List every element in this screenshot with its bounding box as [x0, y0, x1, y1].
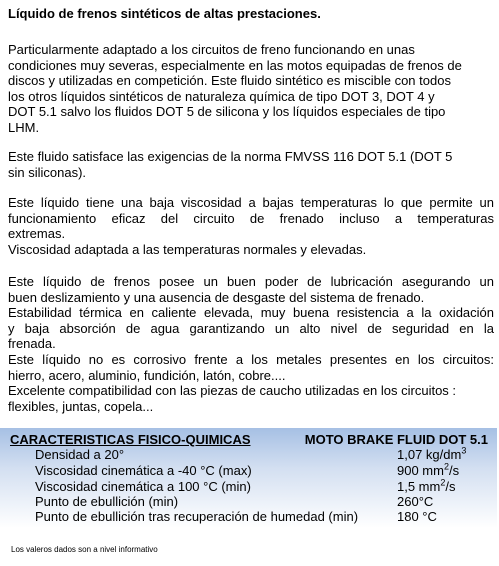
text-line: los otros líquidos sintéticos de naturaleza química de tipo DOT 3, DOT 4 y [8, 88, 435, 104]
specs-header-product: MOTO BRAKE FLUID DOT 5.1 [304, 432, 488, 447]
spec-row-viscosity-high [35, 479, 495, 495]
spec-value: 1,5 $mm^2/s$ [397, 477, 456, 494]
standard-paragraph [8, 149, 494, 180]
spec-value: 180 °C [397, 509, 437, 524]
spec-row-viscosity-low [35, 463, 495, 479]
text-line: Estabilidad térmica en caliente elevada, muy buena resistencia a la oxidación [8, 305, 494, 321]
spec-label: Viscosidad cinemática a -40 °C (max) [35, 463, 252, 478]
text-line: condiciones muy severas, especialmente en las motos equipadas de frenos de [8, 57, 462, 73]
spec-label: Punto de ebullición (min) [35, 494, 179, 509]
page-title: Líquido de frenos sintéticos de altas prestaciones. [8, 6, 321, 21]
text-line: buen deslizamiento y una ausencia de desgaste del sistema de frenado. [8, 289, 425, 305]
text-line: Este líquido tiene una baja viscosidad a bajas temperaturas lo que permite un [8, 195, 494, 210]
text-line: Este líquido de frenos posee un buen poder de lubricación asegurando un [8, 274, 494, 289]
spec-row-wet-boiling-point [35, 509, 495, 525]
spec-row-density [35, 447, 495, 463]
text-line: extremas. [8, 226, 66, 242]
spec-value: 1,07 $kg/dm^3$ [397, 445, 467, 462]
text-line: Este fluido satisface las exigencias de la norma FMVSS 116 DOT 5.1 (DOT 5 [8, 149, 453, 164]
text-line: y baja absorción de agua garantizando un alto nivel de seguridad en la [8, 320, 494, 336]
description-paragraph [8, 42, 494, 136]
properties-paragraph [8, 274, 494, 414]
text-line: DOT 5.1 salvo los fluidos DOT 5 de silicona y los líquidos especiales de tipo [8, 104, 446, 120]
text-line: Este líquido no es corrosivo frente a los metales presentes en los circuitos: [8, 351, 494, 367]
specs-header [10, 432, 488, 447]
spec-value: 900 $mm^2/s$ [397, 461, 460, 478]
text-line: hierro, acero, aluminio, fundición, latón, cobre.... [8, 367, 286, 383]
footnote: Los valeros dados son a nivel informativo [11, 545, 158, 554]
text-line: Excelente compatibilidad con las piezas de caucho utilizadas en los circuitos : [8, 383, 457, 399]
spec-label: Punto de ebullición tras recuperación de humedad (min) [35, 509, 359, 524]
text-line: discos y utilizadas en competición. Este fluido sintético es miscible con todos [8, 73, 451, 89]
spec-label: Densidad a 20° [35, 447, 125, 462]
text-line: Particularmente adaptado a los circuitos de freno funcionando en unas [8, 42, 415, 57]
specs-header-title: CARACTERISTICAS FISICO-QUIMICAS [10, 432, 251, 447]
spec-value: 260°C [397, 494, 434, 509]
text-line: funcionamiento eficaz del circuito de frenado incluso a temperaturas [8, 210, 494, 226]
text-line: flexibles, juntas, copela... [8, 398, 154, 414]
spec-row-boiling-point [35, 494, 495, 510]
spec-label: Viscosidad cinemática a 100 °C (min) [35, 479, 251, 494]
text-line: sin siliconas). [8, 164, 87, 180]
specs-table [0, 428, 497, 528]
text-line: Viscosidad adaptada a las temperaturas normales y elevadas. [8, 241, 367, 257]
text-line: LHM. [8, 119, 40, 135]
viscosity-paragraph [8, 195, 494, 257]
text-line: frenada. [8, 336, 56, 352]
